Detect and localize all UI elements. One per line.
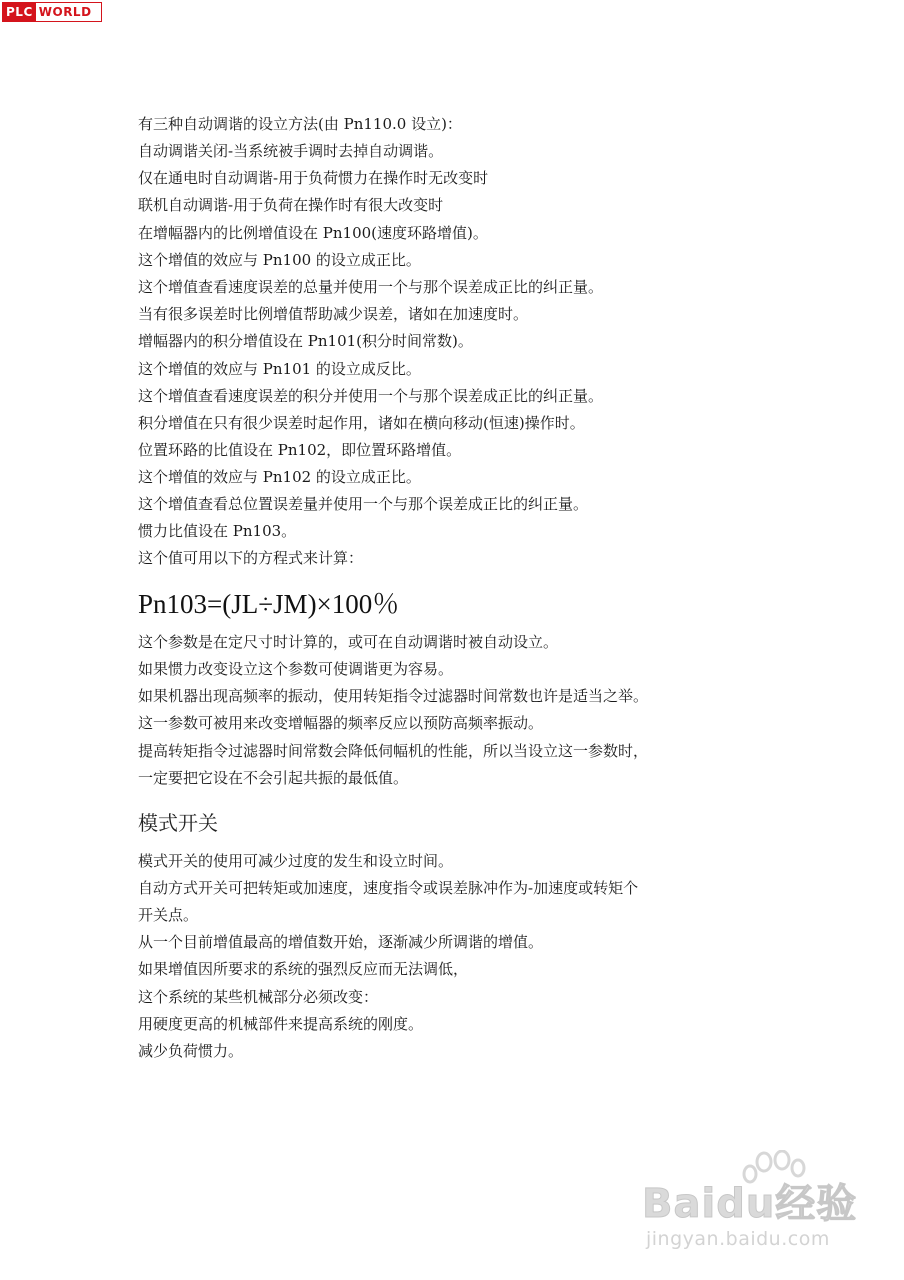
- body-line: 模式开关的使用可减少过度的发生和设立时间。: [138, 852, 454, 870]
- body-line: 自动方式开关可把转矩或加速度，速度指令或误差脉冲作为-加速度或转矩个: [138, 879, 639, 897]
- body-line: 这个系统的某些机械部分必须改变：: [138, 988, 379, 1006]
- body-line: 当有很多误差时比例增值帮助减少误差，诸如在加速度时。: [138, 305, 529, 323]
- formula: Pn103=(JL÷JM)×100％: [138, 589, 400, 619]
- body-line: 用硬度更高的机械部件来提高系统的刚度。: [138, 1015, 424, 1033]
- body-line: 自动调谐关闭-当系统被手调时去掉自动调谐。: [138, 142, 444, 160]
- logo-world-text: WORLD: [38, 5, 92, 19]
- body-line: 如果惯力改变设立这个参数可使调谐更为容易。: [138, 660, 454, 678]
- body-line: 仅在通电时自动调谐-用于负荷惯力在操作时无改变时: [138, 169, 489, 187]
- body-line: 从一个目前增值最高的增值数开始，逐渐减少所调谐的增值。: [138, 933, 544, 951]
- body-line: 这一参数可被用来改变增幅器的频率反应以预防高频率振动。: [138, 714, 544, 732]
- body-line: 这个参数是在定尺寸时计算的，或可在自动调谐时被自动设立。: [138, 633, 559, 651]
- body-line: 在增幅器内的比例增值设在 Pn100(速度环路增值)。: [138, 224, 488, 242]
- body-line: 这个值可用以下的方程式来计算：: [138, 549, 364, 567]
- baidu-jingyan-watermark: [642, 1150, 858, 1260]
- watermark-brand: Baidu经验: [642, 1181, 858, 1227]
- body-line: 如果机器出现高频率的振动，使用转矩指令过滤器时间常数也许是适当之举。: [138, 687, 649, 705]
- body-line: 这个增值查看总位置误差量并使用一个与那个误差成正比的纠正量。: [138, 495, 589, 513]
- section-heading: 模式开关: [138, 811, 218, 835]
- body-line: 这个增值查看速度误差的积分并使用一个与那个误差成正比的纠正量。: [138, 387, 604, 405]
- body-line: 有三种自动调谐的设立方法(由 Pn110.0 设立)：: [138, 115, 462, 133]
- body-line: 积分增值在只有很少误差时起作用，诸如在横向移动(恒速)操作时。: [138, 414, 585, 432]
- body-line: 这个增值查看速度误差的总量并使用一个与那个误差成正比的纠正量。: [138, 278, 604, 296]
- body-line: 如果增值因所要求的系统的强烈反应而无法调低，: [138, 960, 469, 978]
- logo-plc-text: PLC: [3, 3, 36, 21]
- body-line: 位置环路的比值设在 Pn102，即位置环路增值。: [138, 441, 462, 459]
- body-line: 增幅器内的积分增值设在 Pn101(积分时间常数)。: [138, 332, 473, 350]
- body-line: 这个增值的效应与 Pn102 的设立成正比。: [138, 468, 421, 486]
- body-line: 提高转矩指令过滤器时间常数会降低伺幅机的性能，所以当设立这一参数时，: [138, 742, 649, 760]
- body-line: 开关点。: [138, 906, 199, 924]
- body-line: 联机自动调谐-用于负荷在操作时有很大改变时: [138, 196, 444, 214]
- body-line: 这个增值的效应与 Pn101 的设立成反比。: [138, 360, 421, 378]
- body-line: 这个增值的效应与 Pn100 的设立成正比。: [138, 251, 421, 269]
- body-line: 减少负荷惯力。: [138, 1042, 244, 1060]
- watermark-url: jingyan.baidu.com: [646, 1228, 830, 1250]
- plcworld-logo: [2, 2, 102, 22]
- body-line: 一定要把它设在不会引起共振的最低值。: [138, 769, 409, 787]
- body-line: 惯力比值设在 Pn103。: [138, 522, 297, 540]
